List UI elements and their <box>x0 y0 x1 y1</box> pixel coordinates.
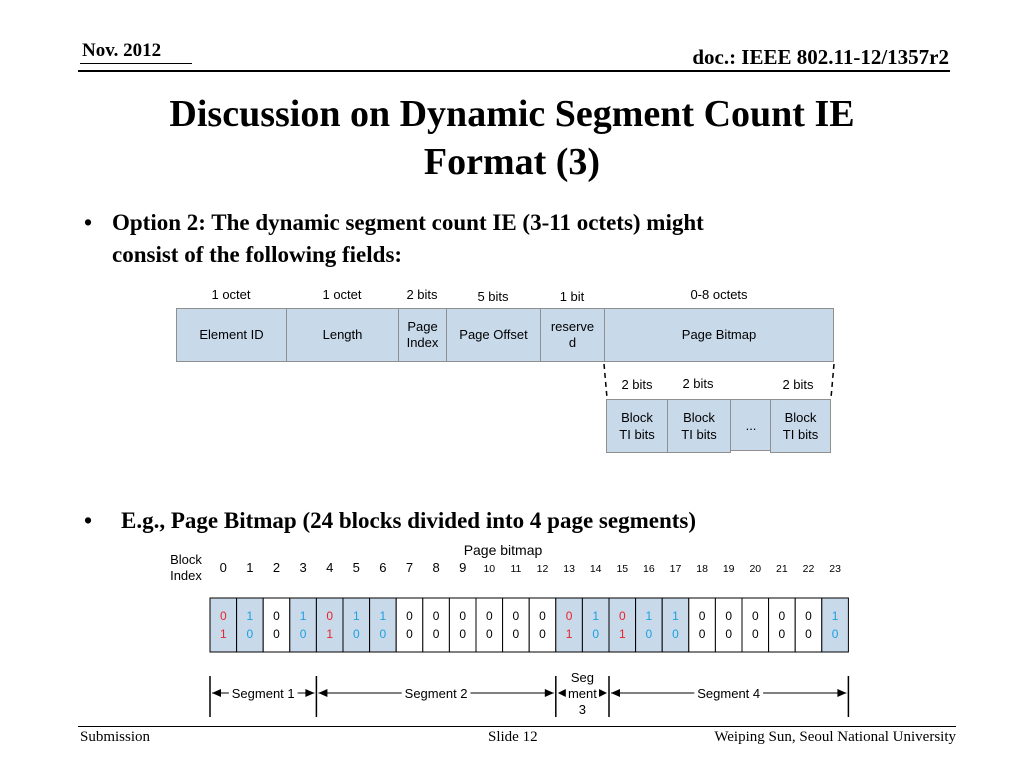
block-index-21: 21 <box>776 563 788 575</box>
field-page-index-line2: Index <box>406 335 439 350</box>
field-element-id <box>176 308 287 362</box>
field-size-element-id: 1 octet <box>211 287 251 302</box>
sub-block-size-4: 2 bits <box>782 377 814 392</box>
field-size-page-offset: 5 bits <box>477 289 509 304</box>
bitmap-cell-23-bottom-bit: 0 <box>831 627 839 641</box>
footer-submission: Submission <box>80 729 151 745</box>
segment-3-arrow-left <box>558 689 566 697</box>
header-date: Nov. 2012 <box>82 40 162 61</box>
block-index-2: 2 <box>272 560 281 575</box>
field-reserved <box>540 308 605 362</box>
bitmap-cell-12 <box>529 598 556 652</box>
block-index-11: 11 <box>510 563 522 575</box>
bullet-example <box>84 505 884 539</box>
field-size-page-bitmap: 0-8 octets <box>690 287 748 302</box>
bitmap-cell-11-top-bit: 0 <box>512 609 520 623</box>
bitmap-cell-13-top-bit: 0 <box>565 609 573 623</box>
bitmap-cell-18 <box>689 598 716 652</box>
bitmap-cell-5 <box>343 598 370 652</box>
bitmap-cell-1 <box>237 598 264 652</box>
bitmap-cell-23 <box>822 598 849 652</box>
block-index-20: 20 <box>749 563 762 575</box>
segment-2-label: Segment 2 <box>404 686 468 701</box>
footer-rule <box>78 726 956 727</box>
field-size-reserved: 1 bit <box>559 289 585 304</box>
bitmap-cell-19-top-bit: 0 <box>725 609 733 623</box>
segment-1-arrow-left <box>212 689 221 697</box>
field-page-offset <box>446 308 541 362</box>
sub-block-ti-1-line2: TI bits <box>619 427 655 442</box>
bitmap-cell-17-top-bit: 1 <box>672 609 679 623</box>
segment-3-arrow-right <box>599 689 607 697</box>
segment-3-label-line1: Seg <box>570 670 594 685</box>
segment-4-arrow-right <box>837 689 846 697</box>
header-rule <box>78 70 950 72</box>
block-index-7: 7 <box>405 560 414 575</box>
block-index-row <box>220 560 841 575</box>
bitmap-cell-1-bottom-bit: 0 <box>246 627 254 641</box>
bitmap-cell-11-bottom-bit: 0 <box>512 627 520 641</box>
sub-block-ti-4-line1: Block <box>784 410 817 425</box>
field-page-index-line1: Page <box>407 319 438 334</box>
block-index-16: 16 <box>643 563 655 575</box>
bullet-dot-2: • <box>84 508 93 533</box>
block-index-1: 1 <box>246 560 254 575</box>
block-index-9: 9 <box>459 560 467 575</box>
bullet-dot: • <box>84 210 93 235</box>
field-reserved-line2: d <box>568 335 577 350</box>
bitmap-cell-4 <box>316 598 343 652</box>
sub-block-ellipsis-label: ... <box>745 417 757 433</box>
slide-title-line2: Format (3) <box>423 141 601 183</box>
bitmap-cell-10 <box>476 598 503 652</box>
bitmap-cell-21-bottom-bit: 0 <box>778 627 786 641</box>
bitmap-cell-2 <box>263 598 290 652</box>
bitmap-cell-9 <box>449 598 476 652</box>
bitmap-cell-4-top-bit: 0 <box>326 609 334 623</box>
page-bitmap-example <box>0 536 1024 726</box>
segment-4-label: Segment 4 <box>697 686 761 701</box>
bitmap-cell-2-top-bit: 0 <box>273 609 280 623</box>
field-page-bitmap <box>604 308 834 362</box>
sub-block-ti-4-line2: TI bits <box>782 427 819 442</box>
footer-author: Weiping Sun, Seoul National University <box>714 729 956 745</box>
bitmap-cell-16-bottom-bit: 0 <box>645 627 653 641</box>
footer-slide-number: Slide 12 <box>488 729 538 745</box>
slide-title <box>60 90 964 186</box>
bitmap-cell-18-bottom-bit: 0 <box>698 627 706 641</box>
bitmap-cell-0-bottom-bit: 1 <box>219 627 227 641</box>
bitmap-cell-20-bottom-bit: 0 <box>751 627 759 641</box>
sub-block-ti-1-line1: Block <box>621 410 653 425</box>
expansion-dash-right <box>831 364 834 398</box>
header-date-underline <box>80 63 192 64</box>
block-index-6: 6 <box>379 560 387 575</box>
bitmap-cell-5-bottom-bit: 0 <box>352 627 360 641</box>
bitmap-cell-16 <box>636 598 663 652</box>
block-index-8: 8 <box>432 560 440 575</box>
segment-1-label: Segment 1 <box>231 686 295 701</box>
block-index-14: 14 <box>589 563 602 575</box>
field-size-page-index: 2 bits <box>406 287 438 302</box>
block-index-17: 17 <box>669 563 682 575</box>
bitmap-cell-2-bottom-bit: 0 <box>273 627 280 641</box>
bitmap-cell-20 <box>742 598 769 652</box>
segment-3-label-line3: 3 <box>578 702 587 717</box>
sub-block-ti-2 <box>667 399 731 453</box>
bitmap-cell-17-bottom-bit: 0 <box>672 627 679 641</box>
field-reserved-line1: reserve <box>550 319 595 334</box>
bitmap-cell-22-top-bit: 0 <box>805 609 812 623</box>
bitmap-cell-15 <box>609 598 636 652</box>
bitmap-cell-22-bottom-bit: 0 <box>805 627 812 641</box>
bitmap-cell-13-bottom-bit: 1 <box>565 627 573 641</box>
bitmap-cell-16-top-bit: 1 <box>645 609 653 623</box>
bitmap-cell-22 <box>795 598 822 652</box>
sub-block-ti-2-line2: TI bits <box>681 427 717 442</box>
bitmap-cell-7-top-bit: 0 <box>406 609 413 623</box>
bitmap-cell-1-top-bit: 1 <box>246 609 254 623</box>
block-index-13: 13 <box>563 563 575 575</box>
bitmap-cell-8-top-bit: 0 <box>432 609 440 623</box>
bitmap-cell-20-top-bit: 0 <box>751 609 759 623</box>
sub-block-ellipsis <box>730 399 772 451</box>
bitmap-cell-17 <box>662 598 689 652</box>
block-index-15: 15 <box>616 563 629 575</box>
segment-4-arrow-left <box>611 689 620 697</box>
header-doc-id: doc.: IEEE 802.11-12/1357r2 <box>692 45 949 69</box>
bitmap-cell-14-top-bit: 1 <box>592 609 600 623</box>
bitmap-cell-10-top-bit: 0 <box>485 609 493 623</box>
bitmap-cell-18-top-bit: 0 <box>698 609 706 623</box>
bullet-option2 <box>84 207 884 277</box>
bitmap-cell-0-top-bit: 0 <box>219 609 227 623</box>
field-element-id-label: Element ID <box>199 327 264 342</box>
bitmap-cell-23-top-bit: 1 <box>831 609 839 623</box>
bitmap-cell-19 <box>715 598 742 652</box>
block-index-5: 5 <box>352 560 360 575</box>
page-bitmap-title: Page bitmap <box>463 542 543 558</box>
sub-block-size-1: 2 bits <box>621 377 653 392</box>
bitmap-cell-9-top-bit: 0 <box>459 609 467 623</box>
bitmap-cell-11 <box>503 598 530 652</box>
bitmap-cell-0 <box>210 598 237 652</box>
bitmap-cell-8-bottom-bit: 0 <box>432 627 440 641</box>
segment-3-label-line2: ment <box>567 686 597 701</box>
block-index-22: 22 <box>802 563 815 575</box>
field-length <box>286 308 399 362</box>
field-page-offset-label: Page Offset <box>459 327 528 342</box>
segment-1-arrow-right <box>305 689 314 697</box>
bitmap-cell-15-top-bit: 0 <box>618 609 626 623</box>
bitmap-cells <box>210 598 848 652</box>
sub-block-size-2: 2 bits <box>682 376 714 391</box>
bitmap-cell-12-bottom-bit: 0 <box>539 627 546 641</box>
bitmap-cell-15-bottom-bit: 1 <box>618 627 626 641</box>
bitmap-cell-13 <box>556 598 583 652</box>
bitmap-cell-9-bottom-bit: 0 <box>459 627 467 641</box>
block-index-label-line2: Index <box>170 568 202 583</box>
bitmap-cell-19-bottom-bit: 0 <box>725 627 733 641</box>
segment-2-arrow-left <box>318 689 327 697</box>
bitmap-cell-12-top-bit: 0 <box>539 609 546 623</box>
block-index-12: 12 <box>536 563 549 575</box>
bitmap-cell-3-top-bit: 1 <box>299 609 307 623</box>
bitmap-cell-14-bottom-bit: 0 <box>592 627 600 641</box>
slide-title-line1: Discussion on Dynamic Segment Count IE <box>169 93 855 135</box>
field-page-bitmap-label: Page Bitmap <box>681 327 757 342</box>
bitmap-cell-7 <box>396 598 423 652</box>
bitmap-cell-4-bottom-bit: 1 <box>326 627 334 641</box>
field-page-index <box>398 308 447 362</box>
bitmap-cell-3 <box>290 598 317 652</box>
bitmap-cell-7-bottom-bit: 0 <box>406 627 413 641</box>
bitmap-cell-6 <box>370 598 397 652</box>
block-index-3: 3 <box>299 560 307 575</box>
bitmap-cell-3-bottom-bit: 0 <box>299 627 307 641</box>
bitmap-cell-21 <box>769 598 796 652</box>
sub-block-ti-2-line1: Block <box>683 410 715 425</box>
block-index-10: 10 <box>483 563 496 575</box>
bitmap-cell-6-top-bit: 1 <box>379 609 387 623</box>
field-size-length: 1 octet <box>322 287 362 302</box>
block-index-18: 18 <box>696 563 708 575</box>
block-index-label-line1: Block <box>170 552 202 567</box>
block-index-0: 0 <box>219 560 227 575</box>
block-index-4: 4 <box>326 560 334 575</box>
bullet-option2-line2: consist of the following fields: <box>112 242 403 267</box>
segment-markers <box>210 670 848 717</box>
bitmap-cell-14 <box>582 598 609 652</box>
bitmap-cell-6-bottom-bit: 0 <box>379 627 387 641</box>
bitmap-cell-5-top-bit: 1 <box>352 609 360 623</box>
field-length-label: Length <box>322 327 363 342</box>
bullet-option2-line1: Option 2: The dynamic segment count IE (3-11 octets) might <box>112 210 704 235</box>
bitmap-cell-10-bottom-bit: 0 <box>485 627 493 641</box>
sub-block-ti-4 <box>770 399 831 453</box>
block-index-23: 23 <box>829 563 841 575</box>
bitmap-cell-8 <box>423 598 450 652</box>
segment-2-arrow-right <box>545 689 554 697</box>
bitmap-cell-21-top-bit: 0 <box>778 609 786 623</box>
block-index-19: 19 <box>722 563 735 575</box>
bullet-example-text: E.g., Page Bitmap (24 blocks divided into 4 page segments) <box>121 508 697 533</box>
sub-block-ti-1 <box>606 399 668 453</box>
